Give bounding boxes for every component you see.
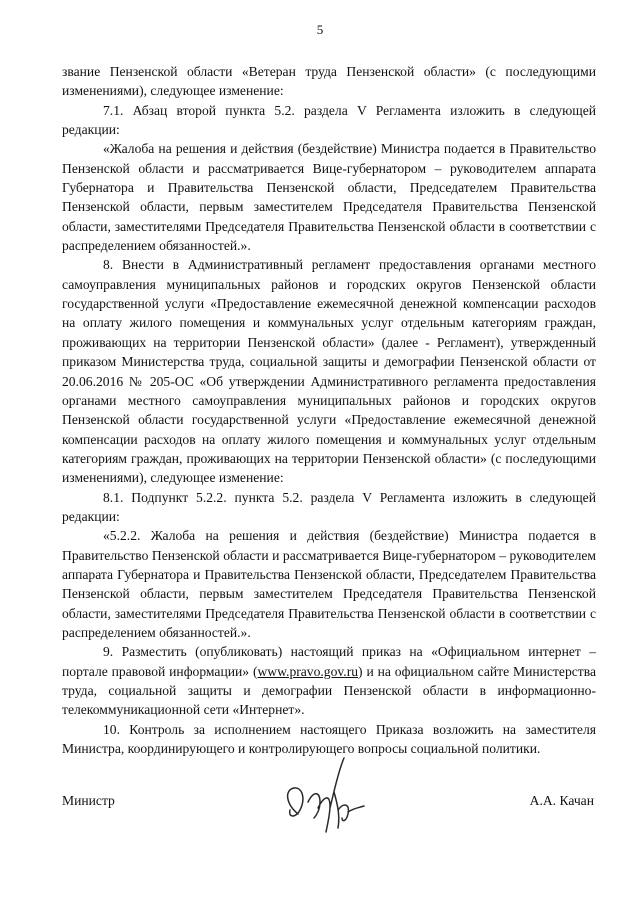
document-body <box>62 62 596 758</box>
paragraph-10: 10. Контроль за исполнением настоящего Приказа возложить на заместителя Министра, координирующего и контролирующего вопросы социальной политики. <box>62 721 596 757</box>
paragraph-7-1-quote: «Жалоба на решения и действия (бездействие) Министра подается в Правительство Пензенской области и рассматривается Вице-губернатором – руководителем аппарата Губернатора и Правительства Пензенской области, Председателем Правительства Пензенской области, первым заместителем Председателя Правительства Пензенской области, заместителями Председателя Правительства Пензенской области в соответствии с распределением обязанностей.». <box>62 141 596 254</box>
page-number: 5 <box>316 22 324 37</box>
paragraph-8-1-quote: «5.2.2. Жалоба на решения и действия (бездействие) Министра подается в Правительство Пензенской области и рассматривается Вице-губернатором – руководителем аппарата Губернатора и Правительства Пензенской области, Председателем Правительства Пензенской области, первым заместителем Председателя Правительства Пензенской области, заместителями Председателя Правительства Пензенской области в соответствии с распределением обязанностей.». <box>62 528 596 640</box>
handwritten-signature-icon <box>268 752 368 840</box>
paragraph-continuation: звание Пензенской области «Ветеран труда Пензенской области» (с последующими изменениями), следующее изменение: <box>62 64 596 99</box>
signatory-name: А.А. Качан <box>529 793 594 808</box>
pravo-link[interactable]: www.pravo.gov.ru <box>257 663 359 679</box>
paragraph-9 <box>62 642 596 719</box>
paragraph-9-text-before: 9. Разместить (опубликовать) настоящий приказ на «Официальном интернет – портале правовой информации» ( <box>62 644 596 679</box>
paragraph-9-text-after: ) и на официальном сайте Министерства труда, социальной защиты и демографии Пензенской области в информационно-телекоммуникационной сети «Интернет». <box>62 663 596 718</box>
paragraph-8: 8. Внести в Административный регламент предоставления органами местного самоуправления муниципальных районов и городских округов Пензенской области государственной услуги «Предоставление ежемесячной денежной компенсации расходов на оплату жилого помещения и коммунальных услуг отдельным категориям граждан, проживающих на территории Пензенской области» (далее - Регламент), утвержденный приказом Министерства труда, социальной защиты и демографии Пензенской области от 20.06.2016 № 205-ОС «Об утверждении Административного регламента предоставления органами местного самоуправления муниципальных районов и городских округов Пензенской области государственной услуги «Предоставление ежемесячной денежной компенсации расходов на оплату жилого помещения и коммунальных услуг отдельным категориям граждан, проживающих на территории Пензенской области» (с последующими изменениями), следующее изменение: <box>62 257 596 486</box>
paragraph-7-1: 7.1. Абзац второй пункта 5.2. раздела V Регламента изложить в следующей редакции: <box>62 102 596 138</box>
paragraph-8-1: 8.1. Подпункт 5.2.2. пункта 5.2. раздела V Регламента изложить в следующей редакции: <box>62 489 596 524</box>
signatory-position: Министр <box>62 793 115 808</box>
